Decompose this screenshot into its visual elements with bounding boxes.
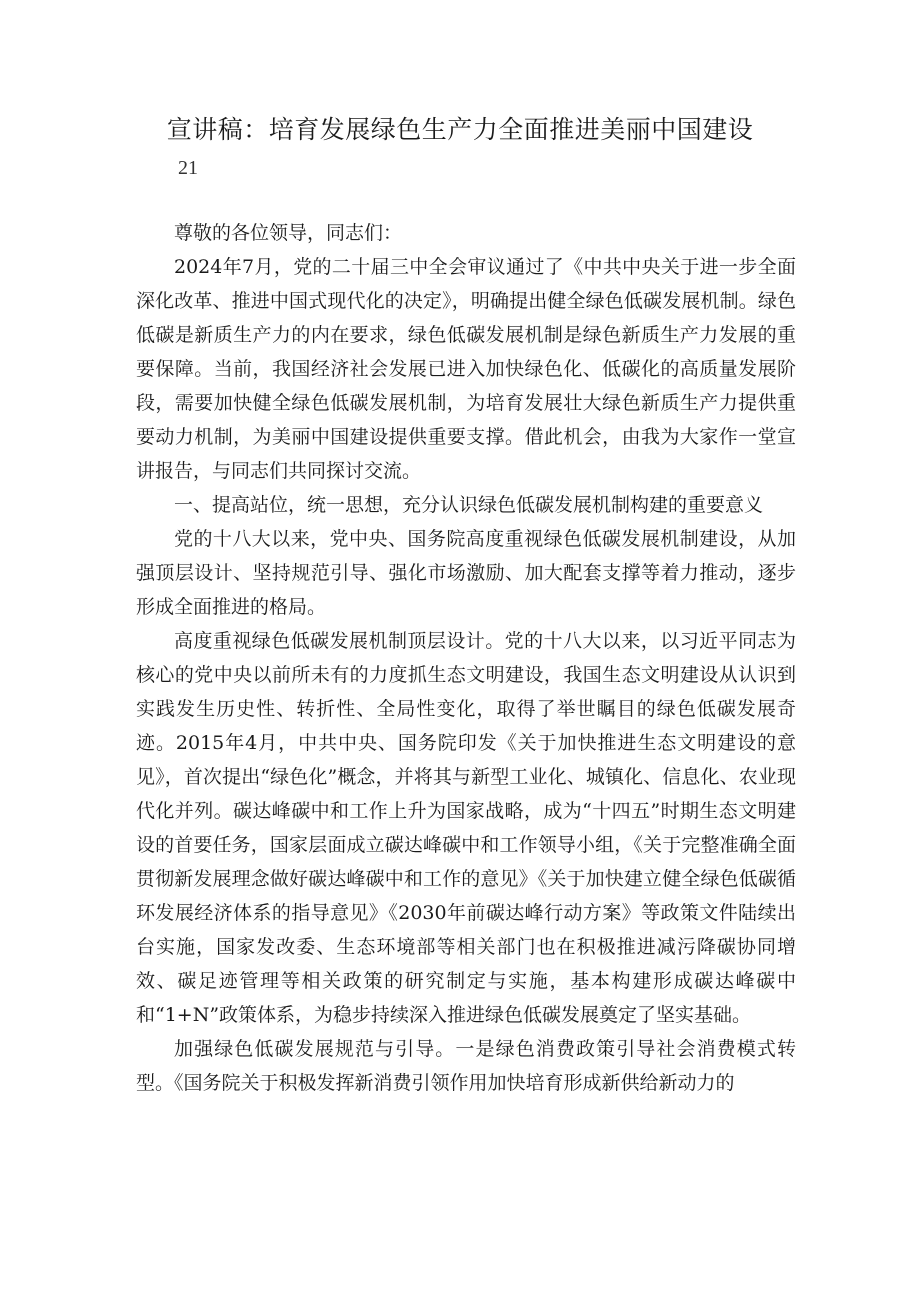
- paragraph-overview: 党的十八大以来，党中央、国务院高度重视绿色低碳发展机制建设，从加强顶层设计、坚持规范引导、强化市场激励、加大配套支撑等着力推动，逐步形成全面推进的格局。: [136, 528, 796, 618]
- section-heading-1: 一、提高站位，统一思想，充分认识绿色低碳发展机制构建的重要意义: [174, 494, 764, 516]
- paragraph-top-level-design: 高度重视绿色低碳发展机制顶层设计。党的十八大以来，以习近平同志为核心的党中央以前所未有的力度抓生态文明建设，我国生态文明建设从认识到实践发生历史性、转折性、全局性变化，取得了举世瞩目的绿色低碳发展奇迹。2015年4月，中共中央、国务院印发《关于加快推进生态文明建设的意见》，首次提出“绿色化”概念，并将其与新型工业化、城镇化、信息化、农业现代化并列。碳达峰碳中和工作上升为国家战略，成为“十四五”时期生态文明建设的首要任务，国家层面成立碳达峰碳中和工作领导小组，《关于完整准确全面贯彻新发展理念做好碳达峰碳中和工作的意见》《关于加快建立健全绿色低碳循环发展经济体系的指导意见》《2030年前碳达峰行动方案》等政策文件陆续出台实施，国家发改委、生态环境部等相关部门也在积极推进减污降碳协同增效、碳足迹管理等相关政策的研究制定与实施，基本构建形成碳达峰碳中和“1+N”政策体系，为稳步持续深入推进绿色低碳发展奠定了坚实基础。: [136, 630, 796, 1026]
- paragraph-greeting: 尊敬的各位领导，同志们：: [174, 222, 403, 244]
- paragraph-intro: 2024年7月，党的二十届三中全会审议通过了《中共中央关于进一步全面深化改革、推进中国式现代化的决定》，明确提出健全绿色低碳发展机制。绿色低碳是新质生产力的内在要求，绿色低碳发展机制是绿色新质生产力发展的重要保障。当前，我国经济社会发展已进入加快绿色化、低碳化的高质量发展阶段，需要加快健全绿色低碳发展机制，为培育发展壮大绿色新质生产力提供重要动力机制，为美丽中国建设提供重要支撑。借此机会，由我为大家作一堂宣讲报告，与同志们共同探讨交流。: [136, 256, 796, 482]
- document-subtitle: 21: [178, 157, 198, 179]
- paragraph-guidance: 加强绿色低碳发展规范与引导。一是绿色消费政策引导社会消费模式转型。《国务院关于积极发挥新消费引领作用加快培育形成新供给新动力的: [136, 1038, 796, 1094]
- document-title: 宣讲稿：培育发展绿色生产力全面推进美丽中国建设: [166, 115, 754, 144]
- document-body: [136, 216, 796, 1100]
